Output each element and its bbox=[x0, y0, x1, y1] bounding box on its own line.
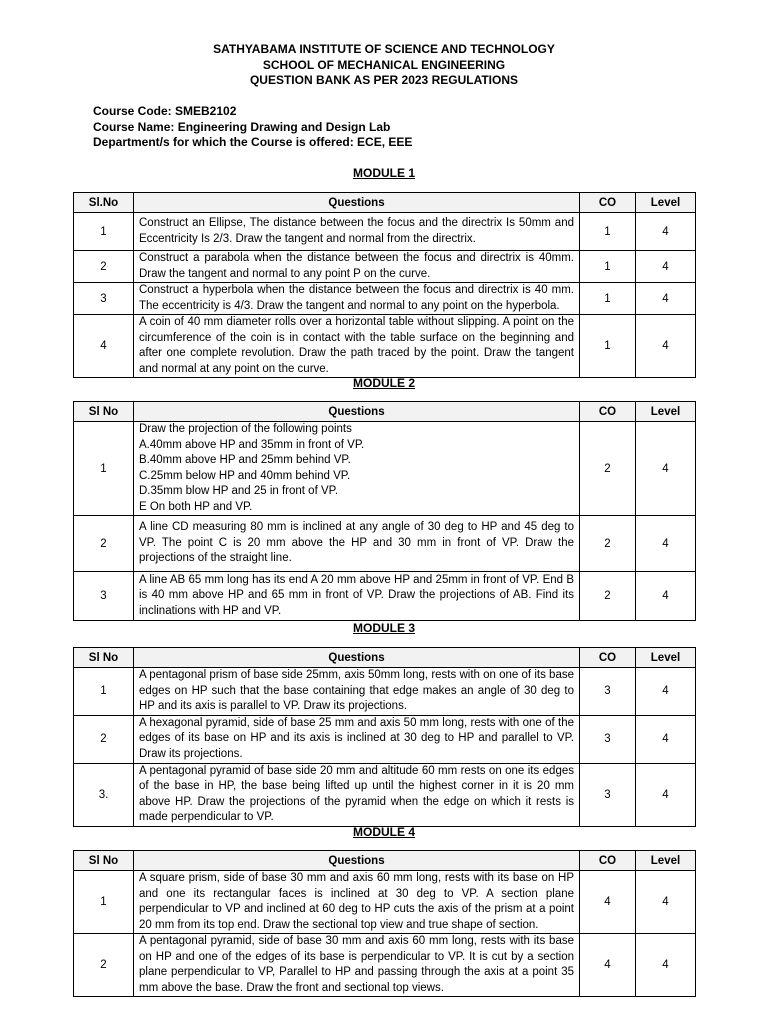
table-header-row bbox=[74, 402, 696, 422]
document-title: QUESTION BANK AS PER 2023 REGULATIONS bbox=[249, 73, 519, 87]
sno-cell: 2 bbox=[74, 715, 134, 763]
col-header-sno: Sl No bbox=[74, 851, 134, 871]
table-row bbox=[74, 715, 696, 763]
question-cell: Construct a parabola when the distance between the focus and directrix is 40mm. Draw the tangent and normal to any point P on the curve. bbox=[134, 251, 580, 283]
question-cell bbox=[134, 422, 580, 516]
table-row bbox=[74, 763, 696, 826]
co-cell: 4 bbox=[580, 871, 636, 934]
sno-cell: 1 bbox=[74, 871, 134, 934]
question-cell: A hexagonal pyramid, side of base 25 mm and axis 50 mm long, rests with one of the edges of its base on HP and its axis is inclined at 30 deg to HP and parallel to VP. Draw its projections. bbox=[134, 715, 580, 763]
course-name: Course Name: Engineering Drawing and Design Lab bbox=[93, 120, 391, 134]
question-cell: A coin of 40 mm diameter rolls over a horizontal table without slipping. A point on the circumference of the coin is in contact with the table surface on the beginning and after one complete revolution. Draw the path traced by the point. Draw the tangent and normal at any point on the curve. bbox=[134, 315, 580, 378]
col-header-level: Level bbox=[636, 648, 696, 668]
table-row bbox=[74, 213, 696, 251]
sno-cell: 2 bbox=[74, 516, 134, 572]
table-header-row bbox=[74, 648, 696, 668]
col-header-level: Level bbox=[636, 193, 696, 213]
sno-cell: 1 bbox=[74, 668, 134, 716]
module-title: MODULE 2 bbox=[352, 376, 415, 390]
level-cell: 4 bbox=[636, 213, 696, 251]
level-cell: 4 bbox=[636, 668, 696, 716]
question-line: B.40mm above HP and 25mm behind VP. bbox=[139, 454, 351, 466]
question-line: Draw the projection of the following points bbox=[139, 423, 352, 435]
co-cell: 2 bbox=[580, 516, 636, 572]
co-cell: 1 bbox=[580, 315, 636, 378]
question-cell: A pentagonal pyramid of base side 20 mm and altitude 60 mm rests on one its edges of the base in HP, the base being lifted up until the highest corner in it is 20 mm above HP. Draw the projections of the pyramid when the edge on which it rests is made perpendicular to VP. bbox=[134, 763, 580, 826]
question-line: E On both HP and VP. bbox=[139, 500, 253, 513]
col-header-questions: Questions bbox=[134, 402, 580, 422]
table-row bbox=[74, 934, 696, 997]
col-header-level: Level bbox=[636, 851, 696, 871]
col-header-sno: Sl No bbox=[74, 648, 134, 668]
sno-cell: 1 bbox=[74, 213, 134, 251]
module-table bbox=[73, 647, 696, 827]
question-cell: A line AB 65 mm long has its end A 20 mm above HP and 25mm in front of VP. End B is 40 mm above HP and 65 mm in front of VP. Draw the projections of AB. Find its inclinations with HP and VP. bbox=[134, 572, 580, 621]
level-cell: 4 bbox=[636, 934, 696, 997]
question-cell: Construct a hyperbola when the distance between the focus and directrix is 40 mm. The eccentricity is 4/3. Draw the tangent and normal to any point on the hyperbola. bbox=[134, 283, 580, 315]
table-row bbox=[74, 315, 696, 378]
sno-cell: 4 bbox=[74, 315, 134, 378]
table-header-row bbox=[74, 851, 696, 871]
table-header-row bbox=[74, 193, 696, 213]
table-row bbox=[74, 422, 696, 516]
sno-cell: 2 bbox=[74, 251, 134, 283]
col-header-co: CO bbox=[580, 402, 636, 422]
col-header-questions: Questions bbox=[134, 851, 580, 871]
module-title: MODULE 1 bbox=[352, 166, 415, 180]
table-row bbox=[74, 871, 696, 934]
sno-cell: 2 bbox=[74, 934, 134, 997]
col-header-co: CO bbox=[580, 851, 636, 871]
sno-cell: 3. bbox=[74, 763, 134, 826]
table-row bbox=[74, 516, 696, 572]
course-code: Course Code: SMEB2102 bbox=[93, 104, 237, 118]
question-cell: A square prism, side of base 30 mm and axis 60 mm long, rests with its base on HP and one its rectangular faces is inclined at 30 deg to VP. A section plane perpendicular to VP and inclined at 60 deg to HP cuts the axis of the prism at a point 20 mm from its top end. Draw the sectional top view and true shape of section. bbox=[134, 871, 580, 934]
level-cell: 4 bbox=[636, 315, 696, 378]
question-cell: A pentagonal pyramid, side of base 30 mm and axis 60 mm long, rests with its base on HP and one of the edges of its base is perpendicular to VP. It is cut by a section plane perpendicular to VP, Parallel to HP and passing through the axis at a point 35 mm above the base. Draw the front and sectional top views. bbox=[134, 934, 580, 997]
co-cell: 3 bbox=[580, 668, 636, 716]
level-cell: 4 bbox=[636, 871, 696, 934]
level-cell: 4 bbox=[636, 283, 696, 315]
table-row bbox=[74, 283, 696, 315]
sno-cell: 1 bbox=[74, 422, 134, 516]
col-header-sno: Sl No bbox=[74, 402, 134, 422]
co-cell: 3 bbox=[580, 715, 636, 763]
module-title: MODULE 3 bbox=[352, 621, 415, 635]
course-departments: Department/s for which the Course is offered: ECE, EEE bbox=[93, 135, 413, 149]
table-row bbox=[74, 668, 696, 716]
col-header-co: CO bbox=[580, 193, 636, 213]
question-line: A.40mm above HP and 35mm in front of VP. bbox=[139, 438, 365, 451]
school-name: SCHOOL OF MECHANICAL ENGINEERING bbox=[262, 58, 506, 72]
module-table bbox=[73, 850, 696, 997]
table-row bbox=[74, 251, 696, 283]
question-cell: A pentagonal prism of base side 25mm, axis 50mm long, rests with on one of its base edges on HP such that the base containing that edge makes an angle of 30 deg to HP and its axis is parallel to VP. Draw its projections. bbox=[134, 668, 580, 716]
co-cell: 3 bbox=[580, 763, 636, 826]
module-table bbox=[73, 401, 696, 621]
col-header-co: CO bbox=[580, 648, 636, 668]
level-cell: 4 bbox=[636, 572, 696, 621]
co-cell: 1 bbox=[580, 251, 636, 283]
col-header-level: Level bbox=[636, 402, 696, 422]
co-cell: 1 bbox=[580, 283, 636, 315]
sno-cell: 3 bbox=[74, 283, 134, 315]
col-header-sno: Sl.No bbox=[74, 193, 134, 213]
table-row bbox=[74, 572, 696, 621]
level-cell: 4 bbox=[636, 763, 696, 826]
level-cell: 4 bbox=[636, 422, 696, 516]
level-cell: 4 bbox=[636, 516, 696, 572]
level-cell: 4 bbox=[636, 251, 696, 283]
question-cell: Construct an Ellipse, The distance between the focus and the directrix Is 50mm and Eccentricity Is 2/3. Draw the tangent and normal from the directrix. bbox=[134, 213, 580, 251]
sno-cell: 3 bbox=[74, 572, 134, 621]
co-cell: 2 bbox=[580, 572, 636, 621]
co-cell: 4 bbox=[580, 934, 636, 997]
col-header-questions: Questions bbox=[134, 648, 580, 668]
module-table bbox=[73, 192, 696, 378]
co-cell: 1 bbox=[580, 213, 636, 251]
module-title: MODULE 4 bbox=[352, 825, 415, 839]
co-cell: 2 bbox=[580, 422, 636, 516]
level-cell: 4 bbox=[636, 715, 696, 763]
question-cell: A line CD measuring 80 mm is inclined at any angle of 30 deg to HP and 45 deg to VP. The point C is 20 mm above the HP and 30 mm in front of VP. Draw the projections of the straight line. bbox=[134, 516, 580, 572]
col-header-questions: Questions bbox=[134, 193, 580, 213]
question-line: C.25mm below HP and 40mm behind VP. bbox=[139, 469, 351, 482]
question-line: D.35mm blow HP and 25 in front of VP. bbox=[139, 485, 339, 497]
institute-name: SATHYABAMA INSTITUTE OF SCIENCE AND TECHNOLOGY bbox=[213, 42, 555, 56]
